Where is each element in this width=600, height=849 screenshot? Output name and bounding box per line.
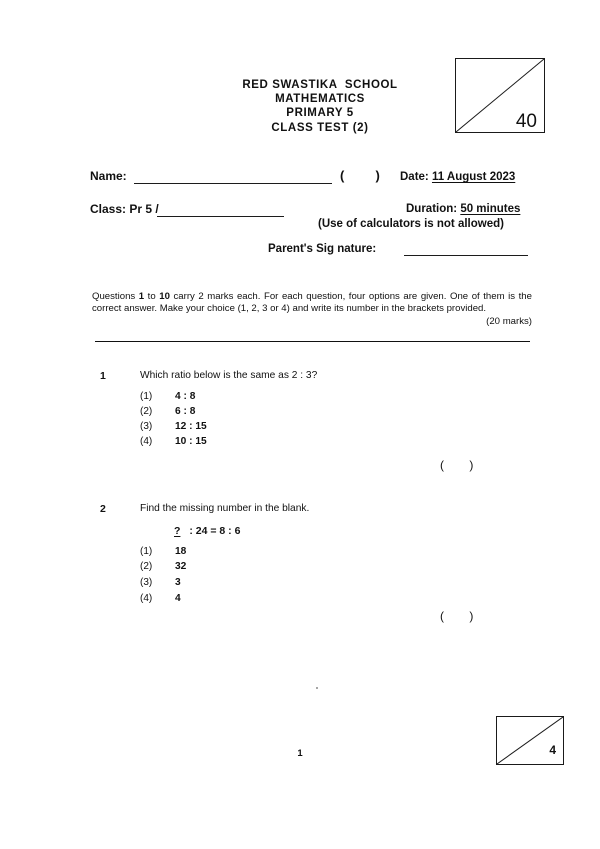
question-2-text: Find the missing number in the blank. [140, 503, 310, 514]
question-1-option-2-label[interactable]: (2) [140, 406, 153, 417]
page-number: 1 [297, 748, 303, 759]
instructions-last-question: 10 [159, 291, 170, 302]
parent-signature-input[interactable] [404, 255, 528, 256]
question-2-answer-bracket[interactable]: ( ) [440, 609, 485, 623]
page-score-box [496, 716, 564, 765]
duration-value: 50 minutes [460, 203, 521, 215]
question-2-option-3-value[interactable]: 3 [175, 577, 181, 588]
subject-name: MATHEMATICS [275, 93, 365, 106]
question-2-option-2-value[interactable]: 32 [175, 561, 187, 572]
class-label: Class: Pr 5 / [90, 202, 159, 216]
question-1-option-1-label[interactable]: (1) [140, 391, 153, 402]
instructions-part1: Questions [92, 291, 139, 302]
page-marks-value: 4 [549, 743, 556, 757]
question-2-option-1-label[interactable]: (1) [140, 546, 153, 557]
name-label: Name: [90, 169, 127, 183]
instructions-part2: to [144, 291, 160, 302]
duration-label: Duration: [406, 203, 458, 215]
question-2-option-4-label[interactable]: (4) [140, 593, 153, 604]
name-input[interactable] [134, 183, 332, 184]
date-label: Date: [400, 171, 429, 183]
section-divider [95, 341, 530, 342]
paper-name: CLASS TEST (2) [271, 121, 369, 134]
question-1-option-1-value[interactable]: 4 : 8 [175, 391, 196, 402]
class-input[interactable] [157, 216, 284, 217]
question-1-option-4-value[interactable]: 10 : 15 [175, 436, 207, 447]
question-1-option-2-value[interactable]: 6 : 8 [175, 406, 196, 417]
question-2-option-3-label[interactable]: (3) [140, 577, 153, 588]
school-name: RED SWASTIKA SCHOOL [242, 79, 398, 91]
question-1-option-4-label[interactable]: (4) [140, 436, 153, 447]
question-2-number: 2 [100, 503, 106, 515]
candidate-particulars [0, 0, 600, 280]
question-1-text: Which ratio below is the same as 2 : 3? [140, 370, 318, 381]
question-1-option-3-label[interactable]: (3) [140, 421, 153, 432]
question-2-blank: ? [174, 525, 181, 537]
parent-signature-label: Parent's Sig nature: [268, 243, 377, 255]
instructions-paragraph [92, 291, 532, 316]
question-2-expression-rest: : 24 = 8 : 6 [186, 525, 241, 537]
date-field [400, 171, 515, 184]
instructions-first-question: 1 [138, 291, 145, 302]
question-1-number: 1 [100, 370, 106, 382]
question-1-answer-bracket[interactable]: ( ) [440, 458, 485, 472]
total-marks-note: (20 marks) [486, 316, 532, 327]
question-2-expression [168, 525, 240, 537]
question-2-option-2-label[interactable]: (2) [140, 561, 153, 572]
scan-artifact-dot [316, 687, 318, 689]
index-number-brackets[interactable]: ( ) [340, 168, 388, 183]
calculator-note: (Use of calculators is not allowed) [318, 218, 504, 230]
date-value: 11 August 2023 [431, 171, 516, 183]
question-2-option-1-value[interactable]: 18 [175, 546, 187, 557]
total-marks-value: 40 [515, 111, 537, 132]
instructions-part3: carry 2 marks each. For each question, four options are given. One of them is the correct answer. Make your choice (1, 2, 3 or 4) and write its number in the brackets provided. [92, 291, 532, 315]
question-1-option-3-value[interactable]: 12 : 15 [175, 421, 207, 432]
duration-field [406, 203, 520, 216]
level-name: PRIMARY 5 [286, 107, 354, 120]
question-2-option-4-value[interactable]: 4 [175, 593, 181, 604]
